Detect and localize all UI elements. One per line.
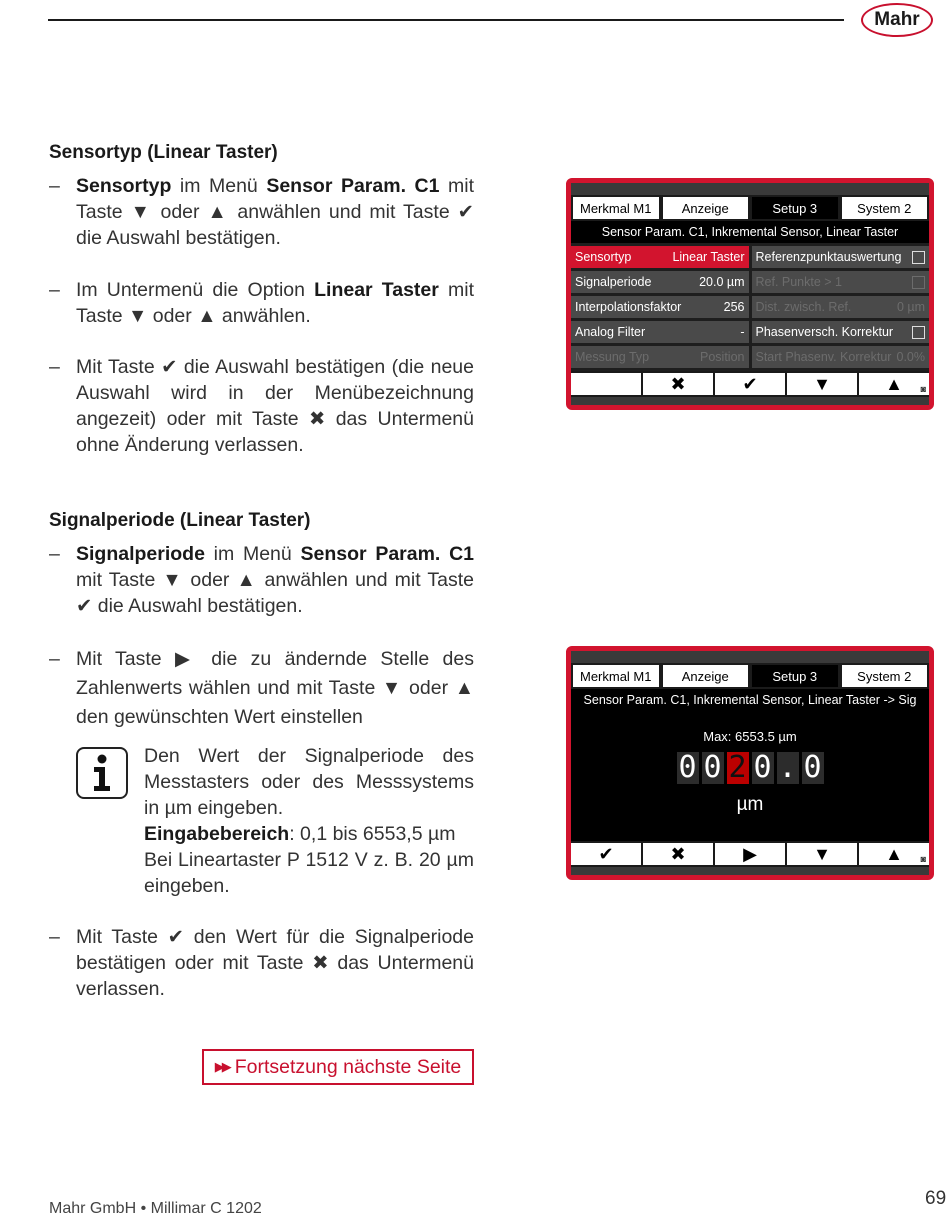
device-screen-menu — [566, 178, 934, 410]
double-arrow-icon: ▶▶ — [214, 1059, 229, 1074]
continue-next-page[interactable]: ▶▶ Fortsetzung nächste Seite — [202, 1049, 474, 1085]
digit-field — [571, 752, 929, 784]
screen-tabs — [571, 663, 929, 689]
param-sensortyp[interactable]: Sensortyp Linear Taster — [571, 246, 749, 268]
instruction-item: – Signalperiode im Menü Sensor Param. C1 mit Taste ▼ oder ▲ anwählen und mit Taste ✔ die Auswahl bestätigen. — [49, 543, 475, 617]
instruction-item: – Mit Taste ▶ die zu ändernde Stelle des Zahlenwerts wählen und mit Taste ▼ oder ▲ den gewünschten Wert einstellen — [49, 648, 474, 728]
param-interpolation[interactable]: Interpolationsfaktor 256 — [571, 296, 749, 318]
softkey-up[interactable]: ▲ ◙ — [859, 373, 929, 395]
param-messung-typ: Messung Typ Position — [571, 346, 749, 368]
digit-active[interactable]: 2 — [728, 750, 747, 785]
decimal-point: . — [778, 750, 797, 785]
digit[interactable]: 0 — [678, 750, 697, 785]
softkey-cancel[interactable]: ✖ — [643, 843, 713, 865]
param-ref-punkte: Ref. Punkte > 1 — [752, 271, 930, 293]
instruction-item: – Mit Taste ✔ den Wert für die Signalperiode bestätigen oder mit Taste ✖ das Untermenü verlassen. — [49, 926, 474, 1000]
digit[interactable]: 0 — [753, 750, 772, 785]
section-heading-sensortyp: Sensortyp (Linear Taster) — [49, 142, 278, 163]
param-phasenversch[interactable]: Phasenversch. Korrektur — [752, 321, 930, 343]
menu-path: Sensor Param. C1, Inkremental Sensor, Linear Taster -> Sig — [571, 689, 929, 711]
info-note: Den Wert der Signalperiode des Messtasters oder des Messsystems in µm eingeben. Eingabebereich: 0,1 bis 6553,5 µm Bei Lineartaster P 1512 V z. B. 20 µm eingeben. — [76, 743, 474, 899]
menu-path: Sensor Param. C1, Inkremental Sensor, Linear Taster — [571, 221, 929, 243]
mahr-logo: Mahr — [861, 3, 933, 37]
info-icon — [76, 747, 128, 799]
value-entry — [571, 711, 929, 841]
tab-anzeige[interactable]: Anzeige — [663, 197, 749, 219]
softkey-empty[interactable] — [571, 373, 641, 395]
softkey-bar — [571, 371, 929, 397]
tab-setup[interactable]: Setup 3 — [752, 197, 838, 219]
checkbox-icon[interactable] — [912, 251, 925, 264]
checkbox-icon[interactable] — [912, 326, 925, 339]
instruction-item: – Im Untermenü die Option Linear Taster mit Taste ▼ oder ▲ anwählen. — [49, 279, 474, 327]
instruction-item: – Mit Taste ✔ die Auswahl bestätigen (die neue Auswahl wird in der Menübezeichnung angezeit) oder mit Taste ✖ das Untermenü ohne Änderung verlassen. — [49, 356, 474, 456]
softkey-confirm[interactable]: ✔ — [715, 373, 785, 395]
tab-anzeige[interactable]: Anzeige — [663, 665, 749, 687]
parameter-grid — [571, 243, 929, 371]
device-screen-entry — [566, 646, 934, 880]
softkey-down[interactable]: ▼ — [787, 843, 857, 865]
tab-merkmal[interactable]: Merkmal M1 — [573, 665, 659, 687]
camera-icon: ◙ — [920, 854, 926, 864]
tab-merkmal[interactable]: Merkmal M1 — [573, 197, 659, 219]
section-heading-signalperiode: Signalperiode (Linear Taster) — [49, 510, 311, 531]
camera-icon: ◙ — [920, 384, 926, 394]
param-analog-filter[interactable]: Analog Filter - — [571, 321, 749, 343]
param-start-phasenv: Start Phasenv. Korrektur 0.0% — [752, 346, 930, 368]
param-signalperiode[interactable]: Signalperiode 20.0 µm — [571, 271, 749, 293]
softkey-down[interactable]: ▼ — [787, 373, 857, 395]
page-number: 69 — [925, 1188, 947, 1209]
softkey-confirm[interactable]: ✔ — [571, 843, 641, 865]
param-dist-ref: Dist. zwisch. Ref. 0 µm — [752, 296, 930, 318]
softkey-cancel[interactable]: ✖ — [643, 373, 713, 395]
max-label: Max: 6553.5 µm — [703, 729, 797, 744]
softkey-right[interactable]: ▶ — [715, 843, 785, 865]
digit[interactable]: 0 — [703, 750, 722, 785]
footer-text: Mahr GmbH • Millimar C 1202 — [49, 1200, 262, 1217]
checkbox-icon — [912, 276, 925, 289]
softkey-up[interactable]: ▲ ◙ — [859, 843, 929, 865]
unit-label: µm — [736, 794, 764, 815]
tab-setup[interactable]: Setup 3 — [752, 665, 838, 687]
softkey-bar — [571, 841, 929, 867]
digit[interactable]: 0 — [803, 750, 822, 785]
tab-system[interactable]: System 2 — [842, 197, 928, 219]
instruction-item: – Sensortyp im Menü Sensor Param. C1 mit Taste ▼ oder ▲ anwählen und mit Taste ✔ die Auswahl bestätigen. — [49, 175, 474, 249]
param-referenzpunkt[interactable]: Referenzpunktauswertung — [752, 246, 930, 268]
screen-tabs — [571, 195, 929, 221]
header-rule — [48, 19, 844, 21]
tab-system[interactable]: System 2 — [842, 665, 928, 687]
